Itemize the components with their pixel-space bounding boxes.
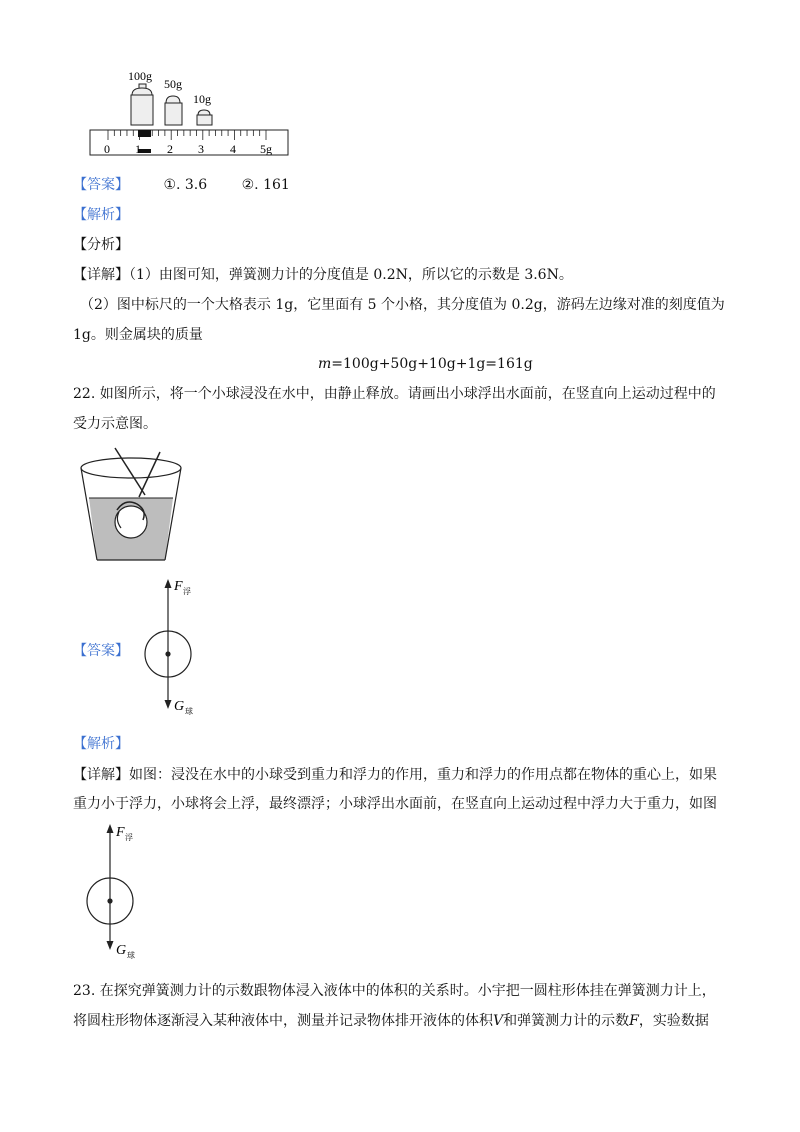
scale-label-0: 0 <box>104 142 110 156</box>
detail-line: 如图：浸没在水中的小球受到重力和浮力的作用，重力和浮力的作用点都在物体的重心上，如果 <box>129 767 717 783</box>
force-gravity-sub: 球 <box>127 951 135 960</box>
var-v: V <box>493 1013 504 1029</box>
weight-50g-label: 50g <box>164 77 182 91</box>
question-23-text: 将圆柱形物体逐渐浸入某种液体中，测量并记录物体排开液体的体积 <box>73 1013 493 1029</box>
weight-100g-label: 100g <box>128 69 152 83</box>
detail-line: （1）由图可知，弹簧测力计的分度值是 0.2N，所以它的示数是 3.6N。 <box>129 267 573 283</box>
weight-100g <box>131 84 153 125</box>
scale-label-5g: 5g <box>260 142 272 156</box>
detail-tag: 【详解】 <box>73 267 129 283</box>
fenxi-tag: 【分析】 <box>73 237 129 253</box>
scale-label-3: 3 <box>198 142 204 156</box>
force-diagram-answer <box>140 575 220 720</box>
scale-label-1: 1 <box>135 142 141 156</box>
scale-label-2: 2 <box>167 142 173 156</box>
force-buoyancy-label: F <box>174 579 183 594</box>
question-23-line: 23. 在探究弹簧测力计的示数跟物体浸入液体中的体积的关系时。小宇把一圆柱形体挂在弹簧测力计上， <box>73 983 716 999</box>
answer-tag: 【答案】 <box>73 177 129 193</box>
force-gravity-sub: 球 <box>185 707 193 716</box>
scale-label-4: 4 <box>230 142 236 156</box>
var-f: F <box>629 1013 639 1029</box>
question-22-line: 受力示意图。 <box>73 416 157 432</box>
answer-1: ①. 3.6 <box>163 177 208 193</box>
force-buoyancy-sub: 浮 <box>183 587 191 596</box>
force-diagram-detail <box>80 820 160 965</box>
question-23-text: ，实验数据 <box>638 1013 709 1029</box>
formula-var-m: m <box>318 356 332 372</box>
formula: =100g+50g+10g+1g=161g <box>331 356 533 372</box>
question-23-text: 和弹簧测力计的示数 <box>503 1013 630 1029</box>
detail-line: （2）图中标尺的一个大格表示 1g，它里面有 5 个小格，其分度值为 0.2g，游码左边缘对准的刻度值为 <box>80 297 725 313</box>
question-22-line: 22. 如图所示，将一个小球浸没在水中，由静止释放。请画出小球浮出水面前，在竖直向上运动过程中的 <box>73 386 716 402</box>
weight-10g <box>197 110 212 125</box>
force-gravity-label: G <box>174 699 185 714</box>
rider-scale <box>90 130 288 156</box>
force-buoyancy-label: F <box>116 825 125 840</box>
beaker-figure <box>75 440 190 570</box>
force-gravity-label: G <box>116 943 127 958</box>
weight-50g <box>165 96 182 125</box>
weight-10g-label: 10g <box>193 92 211 106</box>
answer-tag: 【答案】 <box>73 643 129 659</box>
detail-tag: 【详解】 <box>73 767 129 783</box>
detail-line: 重力小于浮力，小球将会上浮，最终漂浮；小球浮出水面前，在竖直向上运动过程中浮力大于重力，如图 <box>73 796 717 812</box>
rider <box>138 130 151 137</box>
balance-figure <box>80 62 300 162</box>
detail-line: 1g。则金属块的质量 <box>73 327 203 343</box>
analysis-tag: 【解析】 <box>73 736 129 752</box>
analysis-tag: 【解析】 <box>73 207 129 223</box>
force-buoyancy-sub: 浮 <box>125 833 133 842</box>
answer-2: ②. 161 <box>241 177 290 193</box>
